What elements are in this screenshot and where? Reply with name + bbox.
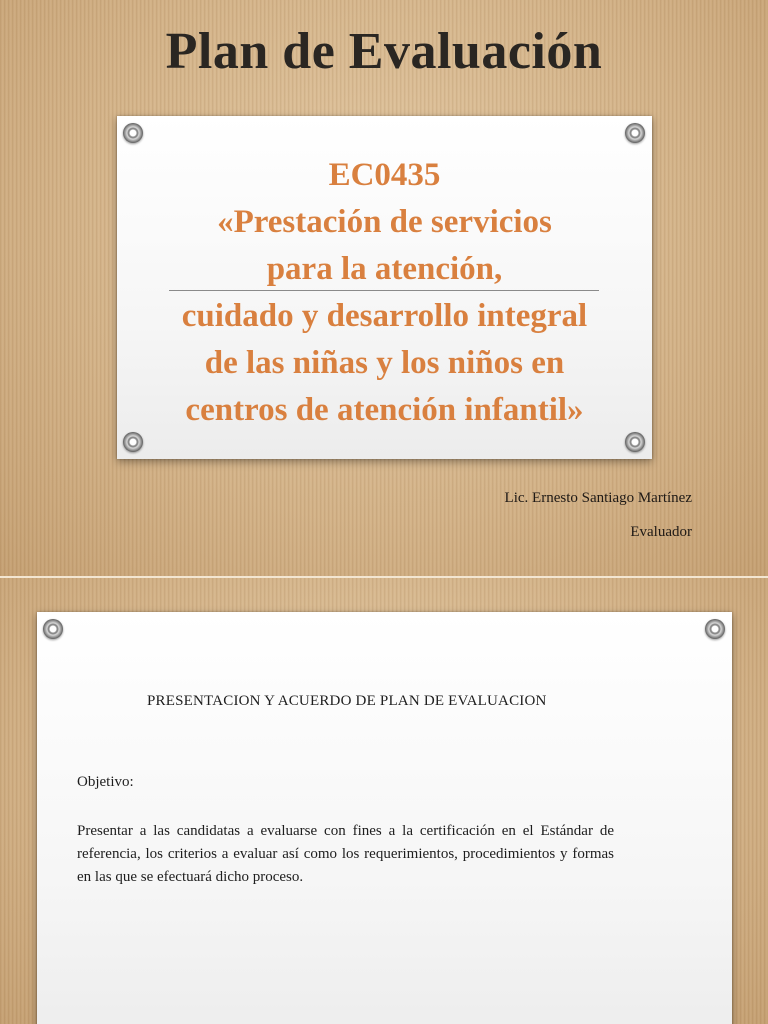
- objective-label: Objetivo:: [77, 774, 134, 790]
- section-title: PRESENTACION Y ACUERDO DE PLAN DE EVALUACION: [147, 693, 547, 709]
- page-title: Plan de Evaluación: [165, 23, 603, 80]
- rivet-icon: [625, 123, 645, 143]
- standard-code: EC0435: [328, 157, 441, 193]
- objective-text: Presentar a las candidatas a evaluarse con fines a la certificación en el Estándar de referencia, los criterios a evaluar así como los requerimientos, procedimientos y formas en las que se efectuará dicho proceso.: [77, 823, 614, 885]
- rivet-icon: [123, 432, 143, 452]
- rivet-icon: [123, 123, 143, 143]
- title-card: [117, 116, 652, 459]
- rivet-icon: [43, 619, 63, 639]
- author-name: Lic. Ernesto Santiago Martínez: [504, 490, 692, 506]
- slide-2: [0, 578, 768, 1024]
- content-card: [37, 612, 732, 1024]
- standard-block: [117, 152, 652, 434]
- standard-name-line: cuidado y desarrollo integral: [181, 298, 588, 334]
- divider-line: [169, 290, 599, 291]
- rivet-icon: [625, 432, 645, 452]
- author-role: Evaluador: [630, 524, 692, 540]
- standard-name-line: «Prestación de servicios: [217, 204, 552, 240]
- standard-name-line: para la atención,: [266, 251, 503, 287]
- standard-name-line: de las niñas y los niños en: [204, 345, 565, 381]
- rivet-icon: [705, 619, 725, 639]
- standard-name-line: centros de atención infantil»: [185, 392, 584, 428]
